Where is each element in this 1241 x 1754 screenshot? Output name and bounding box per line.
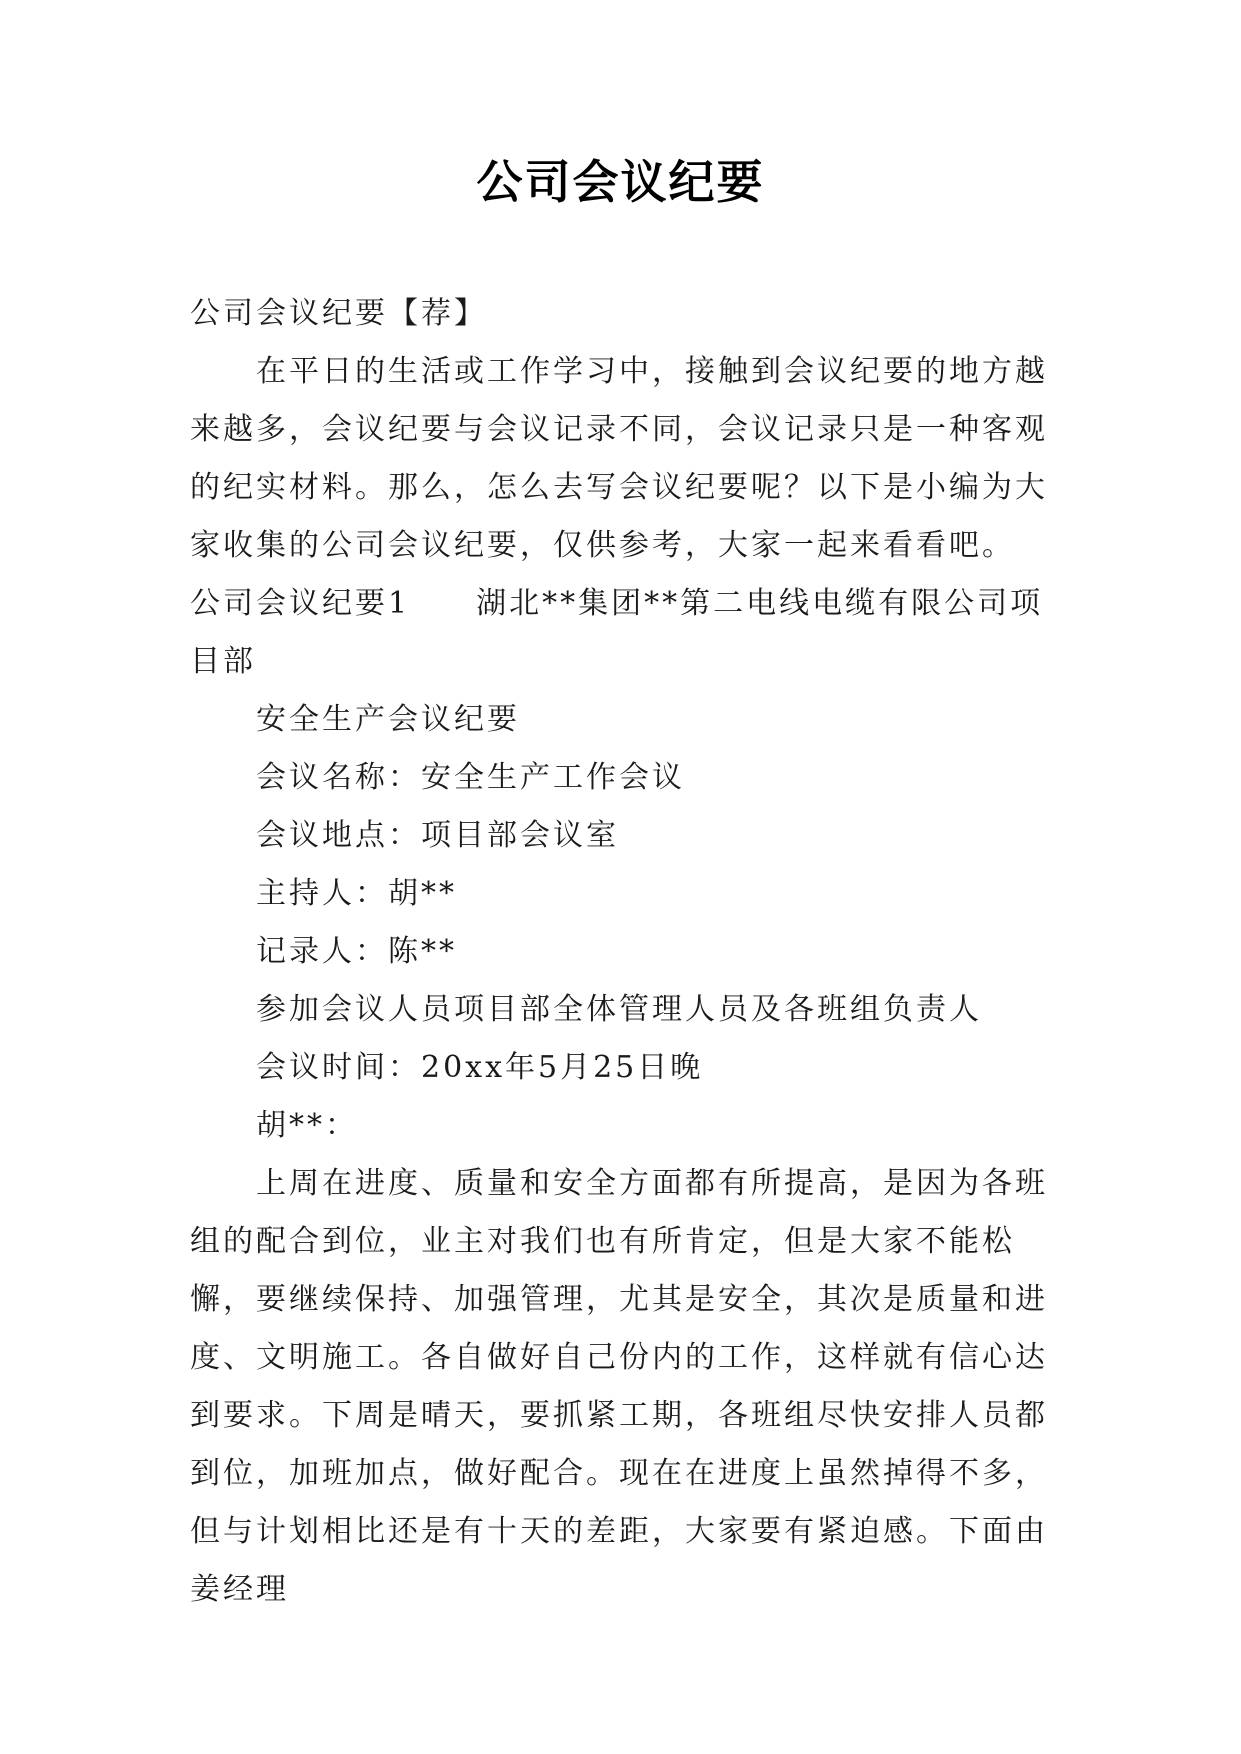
- meeting-host: 主持人：胡**: [256, 876, 457, 911]
- section-heading: 公司会议纪要1 湖北**集团**第二电线电缆有限公司项目部: [190, 586, 1044, 679]
- document-title: 公司会议纪要: [476, 155, 765, 209]
- meeting-recorder: 记录人：陈**: [256, 934, 457, 969]
- meeting-name: 会议名称：安全生产工作会议: [256, 760, 685, 795]
- meeting-heading: 安全生产会议纪要: [256, 702, 520, 737]
- meeting-attendees: 参加会议人员项目部全体管理人员及各班组负责人: [256, 992, 982, 1027]
- speech-paragraph: 上周在进度、质量和安全方面都有所提高，是因为各班组的配合到位，业主对我们也有所肯定，但是大家不能松懈，要继续保持、加强管理，尤其是安全，其次是质量和进度、文明施工。各自做好自己份内的工作，这样就有信心达到要求。下周是晴天，要抓紧工期，各班组尽快安排人员都到位，加班加点，做好配合。现在在进度上虽然掉得不多，但与计划相比还是有十天的差距，大家要有紧迫感。下面由姜经理: [190, 1166, 1048, 1607]
- intro-paragraph: 在平日的生活或工作学习中，接触到会议纪要的地方越来越多，会议纪要与会议记录不同，会议记录只是一种客观的纪实材料。那么，怎么去写会议纪要呢？以下是小编为大家收集的公司会议纪要，仅供参考，大家一起来看看吧。: [190, 354, 1048, 563]
- speaker-label: 胡**：: [256, 1108, 358, 1143]
- doc-subtitle: 公司会议纪要【荐】: [190, 296, 487, 331]
- meeting-time: 会议时间：20xx年5月25日晚: [256, 1050, 704, 1085]
- document-body: [190, 285, 1060, 1619]
- meeting-location: 会议地点：项目部会议室: [256, 818, 619, 853]
